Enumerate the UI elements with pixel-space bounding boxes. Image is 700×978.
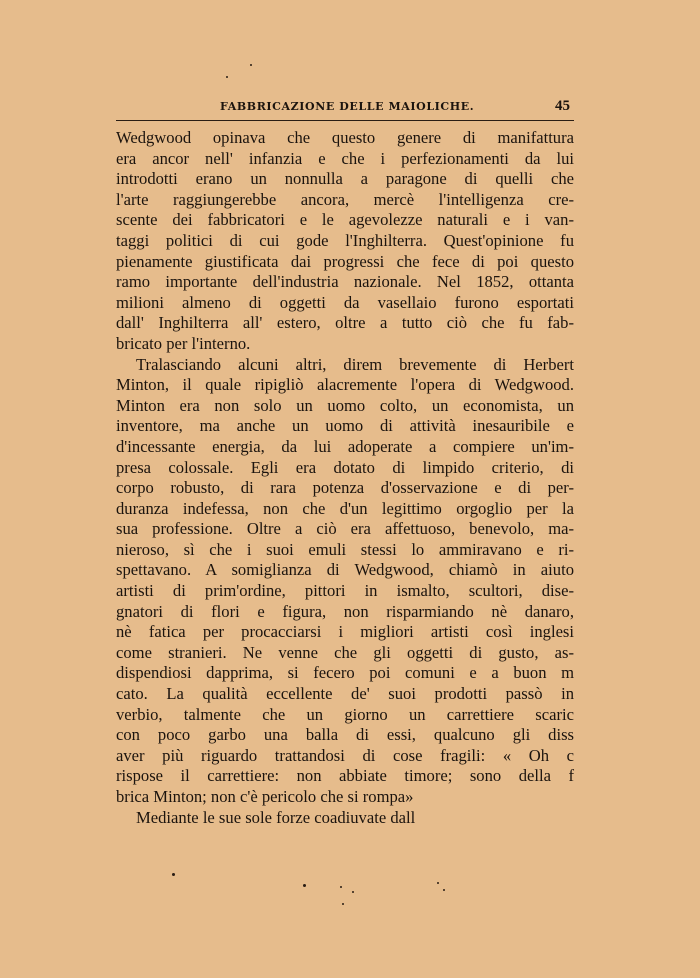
ink-speck bbox=[303, 884, 306, 887]
text-line: verbio, talmente che un giorno un carrettiere scaric bbox=[116, 704, 574, 724]
text-line: taggi politici di cui gode l'Inghilterra. Quest'opinione fu bbox=[116, 230, 574, 250]
text-line: rispose il carrettiere: non abbiate timore; sono della f bbox=[116, 766, 574, 786]
ink-speck bbox=[250, 64, 252, 66]
text-line: d'incessante energia, da lui adoperate a compiere un'im- bbox=[116, 436, 574, 456]
text-line: milioni almeno di oggetti da vasellaio furono esportati bbox=[116, 292, 574, 312]
text-line: dall' Inghilterra all' estero, oltre a tutto ciò che fu fab- bbox=[116, 313, 574, 333]
running-header bbox=[116, 98, 574, 121]
ink-speck bbox=[437, 882, 439, 884]
text-line: corpo robusto, di rara potenza d'osservazione e di per- bbox=[116, 478, 574, 498]
text-line: duranza indefessa, non che d'un legittimo orgoglio per la bbox=[116, 498, 574, 518]
text-line: sua professione. Oltre a ciò era affettuoso, benevolo, ma- bbox=[116, 519, 574, 539]
text-line: Tralasciando alcuni altri, direm brevemente di Herbert bbox=[136, 354, 574, 374]
text-line: con poco garbo una balla di essi, qualcuno gli diss bbox=[116, 725, 574, 745]
text-line: come stranieri. Ne venne che gli oggetti di gusto, as- bbox=[116, 642, 574, 662]
text-line: introdotti erano un nonnulla a paragone di quelli che bbox=[116, 169, 574, 189]
text-line: Minton, il quale ripigliò alacremente l'opera di Wedgwood. bbox=[116, 375, 574, 395]
text-line: scente dei fabbricatori e le agevolezze naturali e i van- bbox=[116, 210, 574, 230]
ink-speck bbox=[342, 903, 344, 905]
ink-speck bbox=[172, 873, 175, 876]
text-line: Wedgwood opinava che questo genere di manifattura bbox=[116, 128, 574, 147]
text-line: nieroso, sì che i suoi emuli stessi lo ammiravano e ri- bbox=[116, 539, 574, 559]
body-text bbox=[116, 128, 574, 828]
ink-speck bbox=[340, 886, 342, 888]
text-line: dispendiosi dapprima, si fecero poi comuni e a buon m bbox=[116, 663, 574, 683]
text-line: gnatori di flori e figura, non risparmiando nè danaro, bbox=[116, 601, 574, 621]
running-title: FABBRICAZIONE DELLE MAIOLICHE. bbox=[220, 100, 475, 113]
text-line: inventore, ma anche un uomo di attività inesauribile e bbox=[116, 416, 574, 436]
text-line: Minton era non solo un uomo colto, un economista, un bbox=[116, 395, 574, 415]
text-line: era ancor nell' infanzia e che i perfezionamenti da lui bbox=[116, 148, 574, 168]
text-line: aver più riguardo trattandosi di cose fragili: « Oh c bbox=[116, 745, 574, 765]
ink-speck bbox=[443, 889, 445, 891]
text-line: l'arte raggiungerebbe ancora, mercè l'intelligenza cre- bbox=[116, 189, 574, 209]
text-line: spettavano. A somiglianza di Wedgwood, chiamò in aiuto bbox=[116, 560, 574, 580]
text-line: Mediante le sue sole forze coadiuvate dall bbox=[136, 807, 416, 827]
text-line: artisti di prim'ordine, pittori in ismalto, scultori, dise- bbox=[116, 581, 574, 601]
text-line: ramo importante dell'industria nazionale. Nel 1852, ottanta bbox=[116, 272, 574, 292]
page-number: 45 bbox=[555, 98, 570, 114]
text-line: bricato per l'interno. bbox=[116, 333, 251, 353]
ink-speck bbox=[352, 891, 354, 893]
ink-speck bbox=[226, 76, 228, 78]
text-line: presa colossale. Egli era dotato di limpido criterio, di bbox=[116, 457, 574, 477]
text-line: pienamente giustificata dai progressi che fece di poi questo bbox=[116, 251, 574, 271]
text-line: brica Minton; non c'è pericolo che si rompa» bbox=[116, 787, 414, 806]
text-line: cato. La qualità eccellente de' suoi prodotti passò in bbox=[116, 684, 574, 704]
text-line: nè fatica per procacciarsi i migliori artisti così inglesi bbox=[116, 622, 574, 642]
